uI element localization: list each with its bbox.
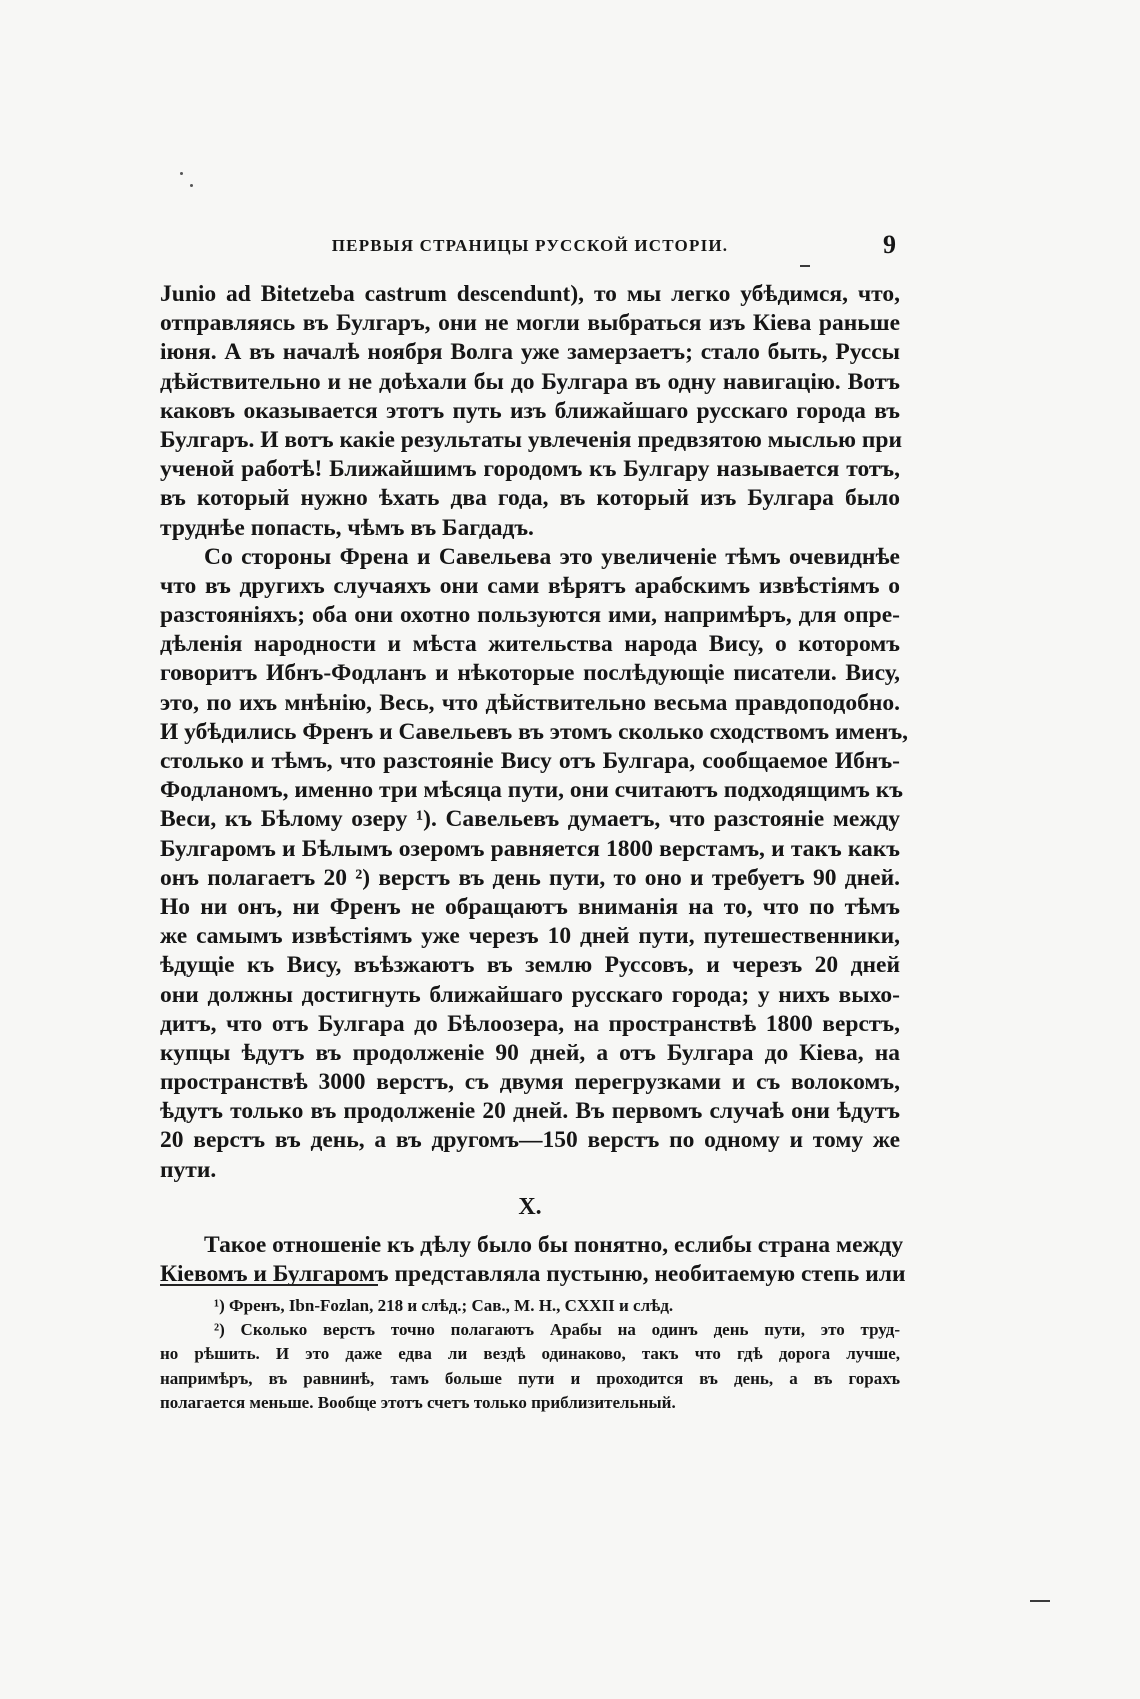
- footnote-line: напримѣръ, въ равнинѣ, тамъ больше пути и проходится въ день, а въ горахъ: [160, 1368, 900, 1388]
- text-line: говоритъ Ибнъ-Фодланъ и нѣкоторые послѣдующіе писатели. Вису,: [160, 660, 900, 687]
- text-line: это, по ихъ мнѣнію, Весь, что дѣйствительно весьма правдоподобно.: [160, 689, 900, 716]
- text-line: каковъ оказывается этотъ путь изъ ближайшаго русскаго города въ: [160, 397, 900, 424]
- text-line: Такое отношеніе къ дѣлу было бы понятно, еслибы страна между: [204, 1231, 904, 1258]
- footnote-line: полагается меньше. Вообще этотъ счетъ только приблизительный.: [160, 1392, 676, 1412]
- scan-mark: [1030, 1600, 1050, 1602]
- text-line: труднѣе попасть, чѣмъ въ Багдадъ.: [160, 514, 534, 541]
- text-line: дитъ, что отъ Булгара до Бѣлоозера, на пространствѣ 1800 верстъ,: [160, 1010, 900, 1037]
- text-line: въ который нужно ѣхать два года, въ который изъ Булгара было: [160, 485, 900, 512]
- text-line: Кіевомъ и Булгаромъ представляла пустыню, необитаемую степь или: [160, 1261, 906, 1287]
- page-number: 9: [883, 230, 896, 259]
- footnote-line: но рѣшить. И это даже едва ли вездѣ одинаково, такъ что гдѣ дорога лучше,: [160, 1344, 900, 1364]
- text-line: что въ другихъ случаяхъ они сами вѣрятъ арабскимъ извѣстіямъ о: [160, 572, 900, 599]
- text-line: ѣдутъ только въ продолженіе 20 дней. Въ первомъ случаѣ они ѣдутъ: [160, 1098, 900, 1125]
- text-line: Junio ad Bitetzeba castrum descendunt), то мы легко убѣдимся, что,: [160, 281, 900, 307]
- text-line: Булгаромъ и Бѣлымъ озеромъ равняется 1800 верстамъ, и такъ какъ: [160, 835, 900, 862]
- text-line: іюня. А въ началѣ ноября Волга уже замерзаетъ; стало быть, Руссы: [160, 339, 900, 366]
- text-line: дѣленія народности и мѣста жительства народа Вису, о которомъ: [160, 631, 900, 658]
- text-line: Булгаръ. И вотъ какіе результаты увлеченія предвзятою мыслью при: [160, 426, 903, 453]
- text-line: онъ полагаетъ 20 ²) верстъ въ день пути, то оно и требуетъ 90 дней.: [160, 864, 900, 891]
- text-line: дѣйствительно и не доѣхали бы до Булгара въ одну навигацію. Вотъ: [160, 368, 900, 395]
- text-line: И убѣдились Френъ и Савельевъ въ этомъ сколько сходствомъ именъ,: [160, 718, 909, 745]
- text-line: Со стороны Френа и Савельева это увеличеніе тѣмъ очевиднѣе: [204, 543, 900, 570]
- text-line: ѣдущіе къ Вису, въѣзжаютъ въ землю Руссовъ, и черезъ 20 дней: [160, 952, 900, 979]
- text-line: Веси, къ Бѣлому озеру ¹). Савельевъ думаетъ, что разстояніе между: [160, 806, 900, 833]
- text-line: отправляясь въ Булгаръ, они не могли выбраться изъ Кіева раньше: [160, 310, 900, 337]
- text-line: Фодланомъ, именно три мѣсяца пути, они считаютъ подходящимъ къ: [160, 777, 903, 804]
- text-line: Но ни онъ, ни Френъ не обращаютъ вниманія на то, что по тѣмъ: [160, 893, 900, 920]
- text-line: пути.: [160, 1156, 217, 1183]
- page-header: [164, 232, 896, 268]
- body-text: [160, 280, 909, 1289]
- text-line: 20 верстъ въ день, а въ другомъ—150 верстъ по одному и тому же: [160, 1127, 900, 1154]
- footnote-line: ¹) Френъ, Ibn-Fozlan, 218 и слѣд.; Сав., М. Н., CXXII и слѣд.: [214, 1296, 674, 1315]
- text-line: они должны достигнуть ближайшаго русскаго города; у нихъ выхо-: [160, 981, 900, 1008]
- text-line: разстояніяхъ; оба они охотно пользуются ими, напримѣръ, для опре-: [160, 602, 900, 629]
- text-line: же самымъ извѣстіямъ уже черезъ 10 дней пути, путешественники,: [160, 923, 900, 950]
- text-line: купцы ѣдутъ въ продолженіе 90 дней, а отъ Булгара до Кіева, на: [160, 1039, 900, 1066]
- running-title: ПЕРВЫЯ СТРАНИЦЫ РУССКОЙ ИСТОРІИ.: [331, 236, 729, 255]
- scan-mark: [800, 265, 810, 267]
- text-line: столько и тѣмъ, что разстояніе Вису отъ Булгара, сообщаемое Ибнъ-: [160, 748, 900, 774]
- footnote-line: ²) Сколько верстъ точно полагаютъ Арабы на одинъ день пути, это труд-: [214, 1320, 900, 1340]
- footnotes: [160, 1294, 900, 1415]
- footnote-rule: [160, 1284, 378, 1286]
- text-line: пространствѣ 3000 верстъ, съ двумя перегрузками и съ волокомъ,: [160, 1069, 900, 1096]
- scan-speck: [180, 172, 183, 175]
- text-line: ученой работѣ! Ближайшимъ городомъ къ Булгару называется тотъ,: [160, 456, 900, 483]
- scan-speck: [190, 184, 193, 187]
- section-heading: X.: [518, 1193, 542, 1220]
